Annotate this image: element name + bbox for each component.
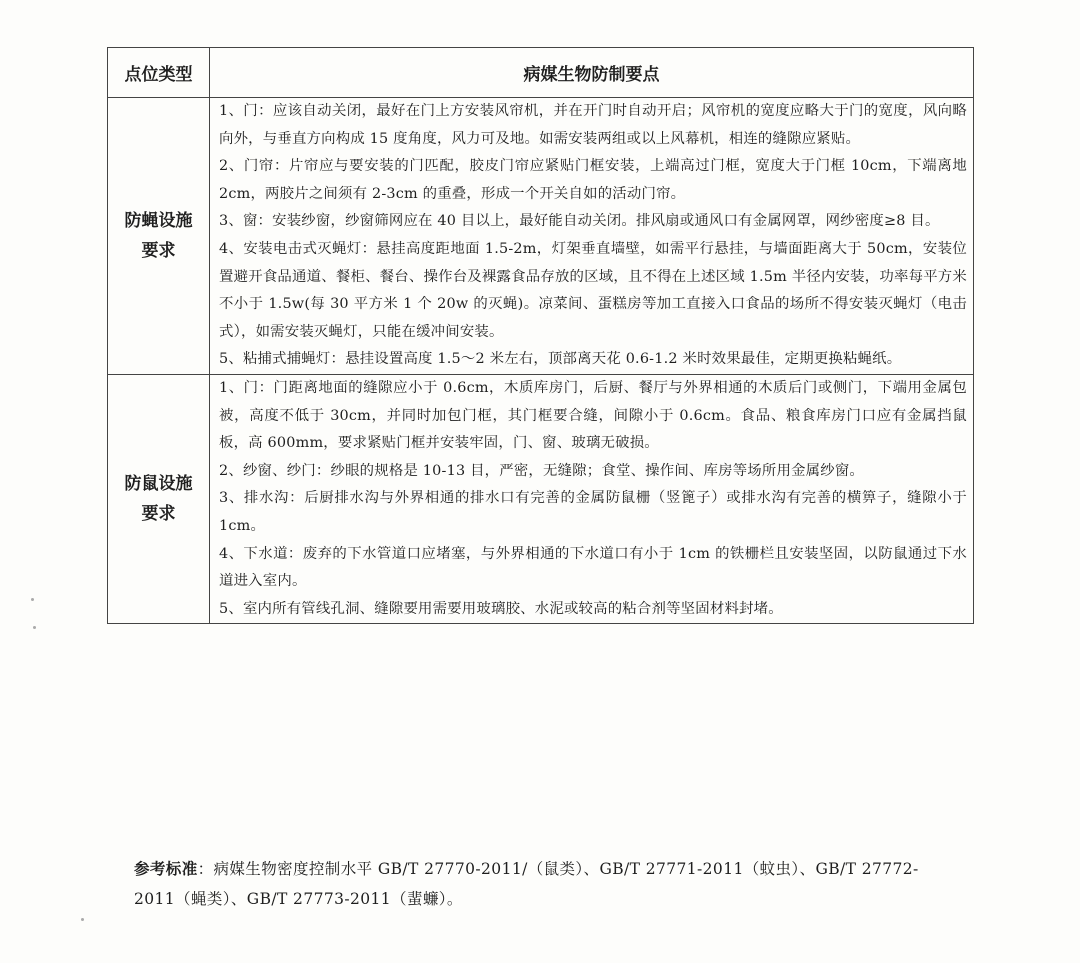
header-point-type: 点位类型 [108, 48, 210, 98]
category-label-line1: 防蝇设施 [124, 210, 193, 231]
requirement-item: 2、纱窗、纱门：纱眼的规格是 10-13 目，严密，无缝隙；食堂、操作间、库房等场所用金属纱窗。 [219, 462, 865, 479]
requirement-item: 1、门：应该自动关闭，最好在门上方安装风帘机，并在开门时自动开启；风帘机的宽度应略大于门的宽度，风向略向外，与垂直方向构成 15 度角度，风力可及地。如需安装两组或以上风幕机，相连的缝隙应紧贴。 [219, 103, 967, 147]
category-label-line1: 防鼠设施 [124, 474, 193, 495]
requirement-item: 4、下水道：废弃的下水管道口应堵塞，与外界相通的下水道口有小于 1cm 的铁栅栏且安装坚固，以防鼠通过下水道进入室内。 [219, 545, 967, 590]
reference-text: ：病媒生物密度控制水平 GB/T 27770-2011/（鼠类）、GB/T 27771-2011（蚊虫）、GB/T 27772-2011（蝇类）、GB/T 27773-2011（蜚蠊）。 [134, 860, 919, 908]
requirement-item: 4、安装电击式灭蝇灯：悬挂高度距地面 1.5-2m，灯架垂直墙壁，如需平行悬挂，与墙面距离大于 50cm，安装位置避开食品通道、餐柜、餐台、操作台及裸露食品存放的区域，且不得在上述区域 1.5m 半径内安装，功率每平方米不小于 1.5w(每 30 平方米 1 个 20w 的灭蝇)。凉菜间、蛋糕房等加工直接入口食品的场所不得安装灭蝇灯（电击式），如需安装灭蝇灯，只能在缓冲间安装。 [219, 240, 967, 340]
header-control-points: 病媒生物防制要点 [210, 48, 974, 98]
requirement-item: 5、室内所有管线孔洞、缝隙要用需要用玻璃胶、水泥或较高的粘合剂等坚固材料封堵。 [219, 600, 783, 617]
category-fly-control [108, 98, 210, 375]
requirement-item: 3、排水沟：后厨排水沟与外界相通的排水口有完善的金属防鼠栅（竖篦子）或排水沟有完善的横箅子，缝隙小于 1cm。 [219, 490, 967, 534]
requirement-item: 5、粘捕式捕蝇灯：悬挂设置高度 1.5～2 米左右，顶部离天花 0.6-1.2 米时效果最佳，定期更换粘蝇纸。 [219, 351, 902, 368]
scan-speck [33, 626, 36, 629]
requirement-item: 3、窗：安装纱窗，纱窗筛网应在 40 目以上，最好能自动关闭。排风扇或通风口有金属网罩，网纱密度≥8 目。 [219, 213, 940, 230]
rodent-control-requirements [210, 374, 974, 623]
pest-control-table [107, 47, 974, 624]
scan-speck [31, 598, 34, 601]
table-row-rodent-control [108, 374, 974, 623]
requirement-item: 1、门：门距离地面的缝隙应小于 0.6cm，木质库房门，后厨、餐厅与外界相通的木质后门或侧门，下端用金属包被，高度不低于 30cm，并同时加包门框，其门框要合缝，间隙小于 0.6cm。食品、粮食库房门口应有金属挡鼠板，高 600mm，要求紧贴门框并安装牢固，门、窗、玻璃无破损。 [219, 379, 967, 452]
table-row-fly-control [108, 98, 974, 375]
category-rodent-control [108, 374, 210, 623]
requirement-item: 2、门帘：片帘应与要安装的门匹配，胶皮门帘应紧贴门框安装，上端高过门框，宽度大于门框 10cm，下端离地 2cm，两胶片之间须有 2-3cm 的重叠，形成一个开关自如的活动门帘。 [219, 158, 967, 202]
category-label-line2: 要求 [141, 504, 176, 525]
scan-speck [81, 918, 84, 921]
reference-standards [134, 854, 954, 914]
category-label-line2: 要求 [141, 240, 176, 261]
table-header-row [108, 48, 974, 98]
fly-control-requirements [210, 98, 974, 375]
reference-label: 参考标准 [134, 860, 198, 878]
